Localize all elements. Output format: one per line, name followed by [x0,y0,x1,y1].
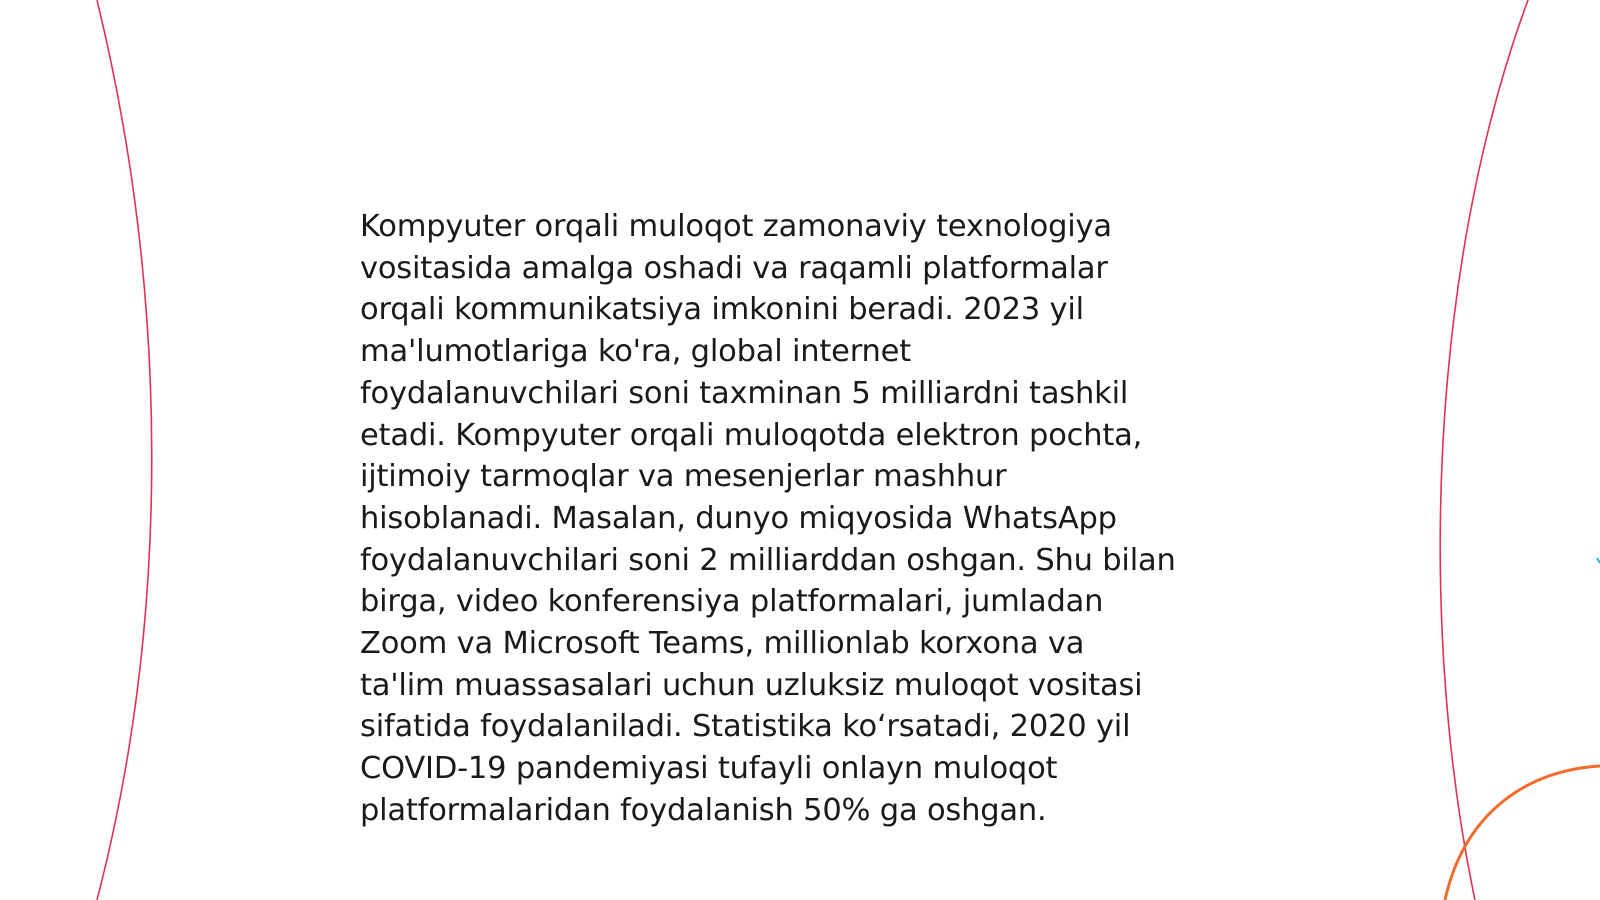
left-curve-line [97,0,152,900]
body-paragraph: Kompyuter orqali muloqot zamonaviy texnologiya vositasida amalga oshadi va raqamli platformalar orqali kommunikatsiya imkonini beradi. 2023 yil ma'lumotlariga ko'ra, global internet foydalanuvchilari soni taxminan 5 milliardni tashkil etadi. Kompyuter orqali muloqotda elektron pochta, ijtimoiy tarmoqlar va mesenjerlar mashhur hisoblanadi. Masalan, dunyo miqyosida WhatsApp foydalanuvchilari soni 2 milliarddan oshgan. Shu bilan birga, video konferensiya platformalari, jumladan Zoom va Microsoft Teams, millionlab korxona va ta'lim muassasalari uchun uzluksiz muloqot vositasi sifatida foydalaniladi. Statistika ko‘rsatadi, 2020 yil COVID-19 pandemiyasi tufayli onlayn muloqot platformalaridan foydalanish 50% ga oshgan. [360,209,1176,828]
orange-arc [1445,766,1600,900]
right-curve-line [1440,0,1528,900]
